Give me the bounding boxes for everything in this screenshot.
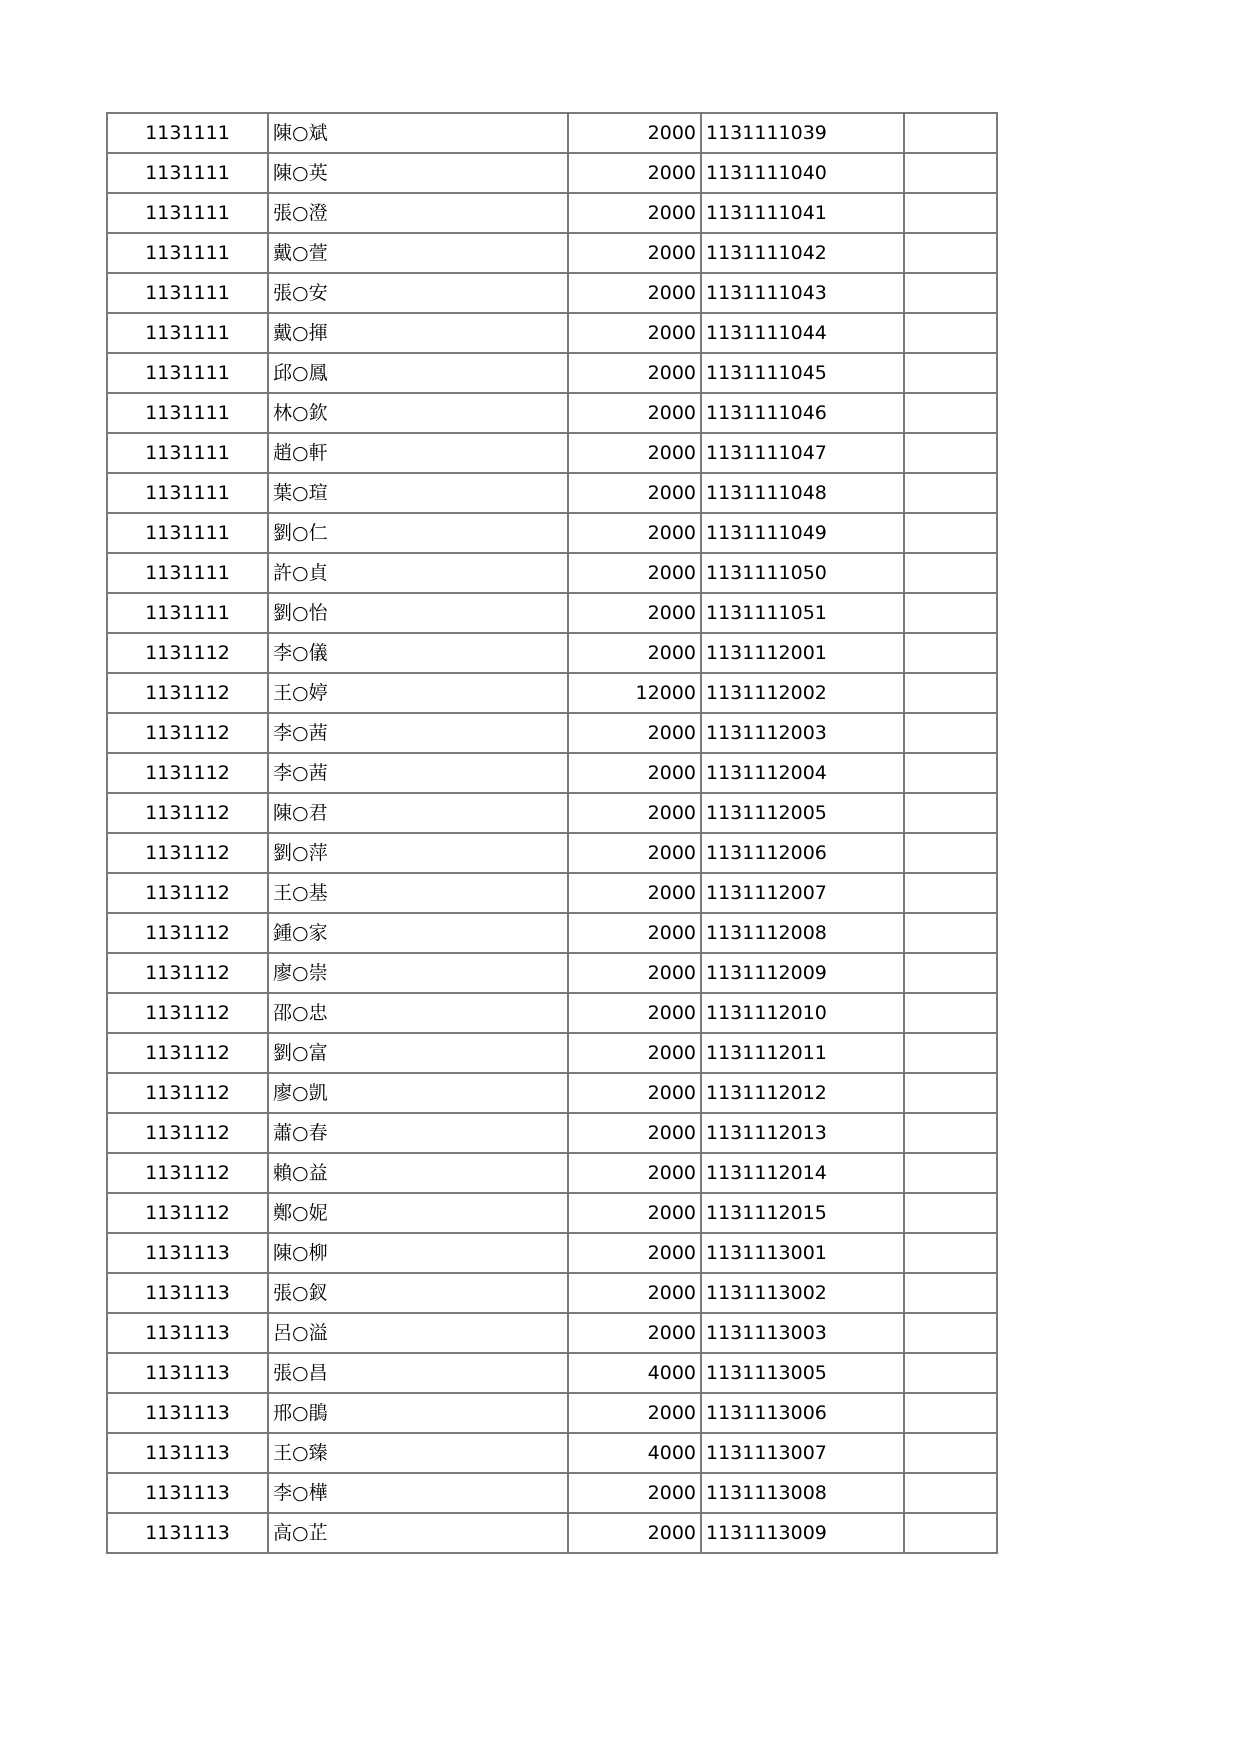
receipt-number-cell: 1131112008 (701, 913, 904, 953)
note-cell (904, 153, 997, 193)
receipt-number-cell: 1131111049 (701, 513, 904, 553)
note-cell (904, 233, 997, 273)
table-row (107, 1113, 997, 1153)
table-row (107, 913, 997, 953)
amount-cell: 2000 (568, 113, 701, 153)
date-cell: 1131111 (107, 433, 268, 473)
table-row (107, 113, 997, 153)
date-cell: 1131112 (107, 1073, 268, 1113)
date-cell: 1131112 (107, 1113, 268, 1153)
name-cell: 李○茜 (268, 753, 568, 793)
amount-cell: 2000 (568, 233, 701, 273)
name-cell: 呂○溢 (268, 1313, 568, 1353)
name-cell: 蕭○春 (268, 1113, 568, 1153)
receipt-number-cell: 1131111045 (701, 353, 904, 393)
table-row (107, 393, 997, 433)
name-cell: 戴○揮 (268, 313, 568, 353)
date-cell: 1131111 (107, 273, 268, 313)
name-cell: 陳○柳 (268, 1233, 568, 1273)
table-row (107, 753, 997, 793)
note-cell (904, 593, 997, 633)
amount-cell: 2000 (568, 593, 701, 633)
table-row (107, 513, 997, 553)
note-cell (904, 713, 997, 753)
note-cell (904, 1193, 997, 1233)
amount-cell: 2000 (568, 473, 701, 513)
table-row (107, 433, 997, 473)
amount-cell: 2000 (568, 753, 701, 793)
name-cell: 王○基 (268, 873, 568, 913)
date-cell: 1131113 (107, 1313, 268, 1353)
receipt-number-cell: 1131112014 (701, 1153, 904, 1193)
note-cell (904, 1153, 997, 1193)
note-cell (904, 1073, 997, 1113)
table-row (107, 193, 997, 233)
note-cell (904, 113, 997, 153)
note-cell (904, 1113, 997, 1153)
table-row (107, 1033, 997, 1073)
name-cell: 張○昌 (268, 1353, 568, 1393)
table-row (107, 1313, 997, 1353)
amount-cell: 2000 (568, 1473, 701, 1513)
receipt-number-cell: 1131111046 (701, 393, 904, 433)
note-cell (904, 1353, 997, 1393)
table-row (107, 833, 997, 873)
date-cell: 1131113 (107, 1233, 268, 1273)
amount-cell: 2000 (568, 1513, 701, 1553)
receipt-number-cell: 1131111051 (701, 593, 904, 633)
name-cell: 劉○萍 (268, 833, 568, 873)
date-cell: 1131112 (107, 633, 268, 673)
name-cell: 邵○忠 (268, 993, 568, 1033)
amount-cell: 2000 (568, 273, 701, 313)
name-cell: 李○儀 (268, 633, 568, 673)
receipt-number-cell: 1131112005 (701, 793, 904, 833)
amount-cell: 2000 (568, 313, 701, 353)
date-cell: 1131111 (107, 193, 268, 233)
note-cell (904, 753, 997, 793)
amount-cell: 2000 (568, 1033, 701, 1073)
receipt-number-cell: 1131112010 (701, 993, 904, 1033)
table-row (107, 1153, 997, 1193)
table-row (107, 1233, 997, 1273)
receipt-number-cell: 1131112004 (701, 753, 904, 793)
table-row (107, 713, 997, 753)
amount-cell: 2000 (568, 1193, 701, 1233)
name-cell: 廖○凱 (268, 1073, 568, 1113)
date-cell: 1131112 (107, 713, 268, 753)
table-body (107, 113, 997, 1553)
amount-cell: 2000 (568, 633, 701, 673)
table-row (107, 1353, 997, 1393)
receipt-number-cell: 1131112007 (701, 873, 904, 913)
date-cell: 1131112 (107, 753, 268, 793)
table-row (107, 873, 997, 913)
table-row (107, 1193, 997, 1233)
date-cell: 1131112 (107, 913, 268, 953)
name-cell: 張○釵 (268, 1273, 568, 1313)
name-cell: 高○芷 (268, 1513, 568, 1553)
note-cell (904, 953, 997, 993)
name-cell: 鍾○家 (268, 913, 568, 953)
note-cell (904, 1273, 997, 1313)
table-row (107, 353, 997, 393)
amount-cell: 2000 (568, 993, 701, 1033)
table-row (107, 273, 997, 313)
name-cell: 葉○瑄 (268, 473, 568, 513)
name-cell: 劉○怡 (268, 593, 568, 633)
table-row (107, 953, 997, 993)
receipt-number-cell: 1131112013 (701, 1113, 904, 1153)
name-cell: 邱○鳳 (268, 353, 568, 393)
date-cell: 1131112 (107, 993, 268, 1033)
amount-cell: 2000 (568, 193, 701, 233)
name-cell: 王○婷 (268, 673, 568, 713)
receipt-number-cell: 1131112006 (701, 833, 904, 873)
note-cell (904, 193, 997, 233)
date-cell: 1131112 (107, 1153, 268, 1193)
amount-cell: 2000 (568, 833, 701, 873)
amount-cell: 2000 (568, 153, 701, 193)
amount-cell: 2000 (568, 953, 701, 993)
receipt-number-cell: 1131111042 (701, 233, 904, 273)
note-cell (904, 793, 997, 833)
note-cell (904, 473, 997, 513)
name-cell: 陳○君 (268, 793, 568, 833)
receipt-number-cell: 1131111044 (701, 313, 904, 353)
table-row (107, 1473, 997, 1513)
amount-cell: 2000 (568, 793, 701, 833)
table-row (107, 1393, 997, 1433)
donation-records-table (106, 112, 998, 1554)
date-cell: 1131111 (107, 233, 268, 273)
note-cell (904, 433, 997, 473)
name-cell: 林○欽 (268, 393, 568, 433)
table-row (107, 793, 997, 833)
receipt-number-cell: 1131112015 (701, 1193, 904, 1233)
receipt-number-cell: 1131113006 (701, 1393, 904, 1433)
table-row (107, 993, 997, 1033)
date-cell: 1131111 (107, 473, 268, 513)
amount-cell: 2000 (568, 713, 701, 753)
table-row (107, 313, 997, 353)
table-row (107, 553, 997, 593)
note-cell (904, 833, 997, 873)
amount-cell: 2000 (568, 1313, 701, 1353)
receipt-number-cell: 1131113001 (701, 1233, 904, 1273)
document-sheet (106, 112, 996, 1554)
date-cell: 1131112 (107, 1033, 268, 1073)
receipt-number-cell: 1131111041 (701, 193, 904, 233)
table-row (107, 1273, 997, 1313)
amount-cell: 2000 (568, 1273, 701, 1313)
name-cell: 賴○益 (268, 1153, 568, 1193)
note-cell (904, 1033, 997, 1073)
note-cell (904, 553, 997, 593)
amount-cell: 2000 (568, 353, 701, 393)
note-cell (904, 873, 997, 913)
receipt-number-cell: 1131112002 (701, 673, 904, 713)
name-cell: 許○貞 (268, 553, 568, 593)
receipt-number-cell: 1131113008 (701, 1473, 904, 1513)
receipt-number-cell: 1131112003 (701, 713, 904, 753)
note-cell (904, 633, 997, 673)
receipt-number-cell: 1131111048 (701, 473, 904, 513)
receipt-number-cell: 1131113005 (701, 1353, 904, 1393)
note-cell (904, 1393, 997, 1433)
date-cell: 1131111 (107, 353, 268, 393)
name-cell: 邢○鵑 (268, 1393, 568, 1433)
table-row (107, 633, 997, 673)
note-cell (904, 273, 997, 313)
date-cell: 1131111 (107, 593, 268, 633)
date-cell: 1131112 (107, 873, 268, 913)
amount-cell: 2000 (568, 913, 701, 953)
note-cell (904, 1513, 997, 1553)
date-cell: 1131113 (107, 1353, 268, 1393)
table-row (107, 233, 997, 273)
note-cell (904, 673, 997, 713)
amount-cell: 2000 (568, 513, 701, 553)
date-cell: 1131112 (107, 793, 268, 833)
note-cell (904, 353, 997, 393)
note-cell (904, 313, 997, 353)
table-row (107, 1073, 997, 1113)
amount-cell: 2000 (568, 873, 701, 913)
amount-cell: 2000 (568, 433, 701, 473)
date-cell: 1131113 (107, 1513, 268, 1553)
amount-cell: 2000 (568, 1073, 701, 1113)
table-row (107, 473, 997, 513)
table-row (107, 1433, 997, 1473)
receipt-number-cell: 1131112001 (701, 633, 904, 673)
receipt-number-cell: 1131113003 (701, 1313, 904, 1353)
date-cell: 1131111 (107, 153, 268, 193)
name-cell: 廖○崇 (268, 953, 568, 993)
receipt-number-cell: 1131111050 (701, 553, 904, 593)
date-cell: 1131112 (107, 673, 268, 713)
date-cell: 1131111 (107, 113, 268, 153)
amount-cell: 2000 (568, 1113, 701, 1153)
date-cell: 1131112 (107, 953, 268, 993)
amount-cell: 2000 (568, 393, 701, 433)
note-cell (904, 1313, 997, 1353)
amount-cell: 2000 (568, 1393, 701, 1433)
amount-cell: 2000 (568, 553, 701, 593)
name-cell: 戴○萱 (268, 233, 568, 273)
date-cell: 1131111 (107, 313, 268, 353)
amount-cell: 4000 (568, 1433, 701, 1473)
name-cell: 李○茜 (268, 713, 568, 753)
receipt-number-cell: 1131113002 (701, 1273, 904, 1313)
date-cell: 1131113 (107, 1273, 268, 1313)
date-cell: 1131113 (107, 1473, 268, 1513)
receipt-number-cell: 1131111039 (701, 113, 904, 153)
name-cell: 李○樺 (268, 1473, 568, 1513)
receipt-number-cell: 1131112012 (701, 1073, 904, 1113)
note-cell (904, 513, 997, 553)
date-cell: 1131113 (107, 1393, 268, 1433)
table-row (107, 153, 997, 193)
amount-cell: 4000 (568, 1353, 701, 1393)
date-cell: 1131113 (107, 1433, 268, 1473)
name-cell: 張○安 (268, 273, 568, 313)
note-cell (904, 1233, 997, 1273)
note-cell (904, 913, 997, 953)
amount-cell: 12000 (568, 673, 701, 713)
name-cell: 陳○英 (268, 153, 568, 193)
date-cell: 1131111 (107, 553, 268, 593)
receipt-number-cell: 1131112011 (701, 1033, 904, 1073)
note-cell (904, 1433, 997, 1473)
date-cell: 1131112 (107, 1193, 268, 1233)
receipt-number-cell: 1131111043 (701, 273, 904, 313)
receipt-number-cell: 1131111047 (701, 433, 904, 473)
date-cell: 1131111 (107, 513, 268, 553)
name-cell: 劉○仁 (268, 513, 568, 553)
name-cell: 趙○軒 (268, 433, 568, 473)
table-row (107, 593, 997, 633)
name-cell: 鄭○妮 (268, 1193, 568, 1233)
amount-cell: 2000 (568, 1233, 701, 1273)
date-cell: 1131112 (107, 833, 268, 873)
receipt-number-cell: 1131112009 (701, 953, 904, 993)
date-cell: 1131111 (107, 393, 268, 433)
table-row (107, 1513, 997, 1553)
receipt-number-cell: 1131113009 (701, 1513, 904, 1553)
table-row (107, 673, 997, 713)
name-cell: 陳○斌 (268, 113, 568, 153)
name-cell: 劉○富 (268, 1033, 568, 1073)
note-cell (904, 993, 997, 1033)
note-cell (904, 393, 997, 433)
receipt-number-cell: 1131113007 (701, 1433, 904, 1473)
amount-cell: 2000 (568, 1153, 701, 1193)
receipt-number-cell: 1131111040 (701, 153, 904, 193)
note-cell (904, 1473, 997, 1513)
name-cell: 王○臻 (268, 1433, 568, 1473)
name-cell: 張○澄 (268, 193, 568, 233)
